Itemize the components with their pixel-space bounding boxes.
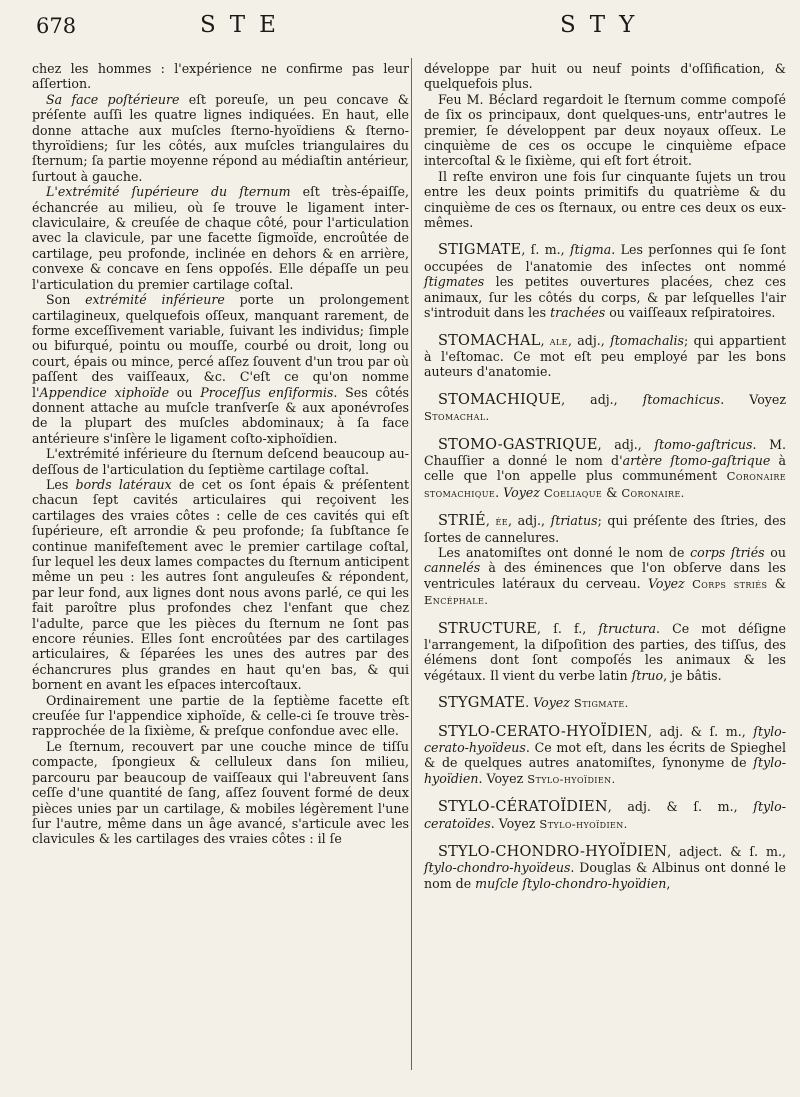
entry-stygmate: STYGMATE. Voyez Stigmate. xyxy=(438,695,629,712)
running-head-left: STE xyxy=(200,12,290,38)
paragraph: L'extrémité ſupérieure du ſternum eſt très-épaiſſe, échancrée au milieu, où ſe trouve le ligament inter-claviculaire, & creuſée de chaque côté, pour l'articulation avec la clavicule, par une facette ſigmoïde, encroûtée de cartilage, peu profonde, inclinée en dehors & en arrière, convexe & concave en ſens oppoſés. Elle dépaſſe un peu l'articulation du premier cartilage coſtal. xyxy=(32,184,410,292)
entry-stylo-ceratoidien: STYLO-CÉRATOÏDIEN, adj. & ſ. m., ſtylo-ceratoïdes. Voyez Stylo-hyoïdien. xyxy=(424,799,786,831)
headword: STYLO-CERATO-HYOÏDIEN xyxy=(438,723,649,740)
headword: STOMACHIQUE xyxy=(438,391,562,408)
page-header xyxy=(0,8,800,48)
headword: STIGMATE xyxy=(438,242,522,259)
paragraph: Les anatomiſtes ont donné le nom de corps ſtriés ou cannelés à des éminences que l'on obſerve dans les ventricules latéraux du cerveau. Voyez Corps striés & Encéphale. xyxy=(424,544,786,608)
headword: STRIÉ xyxy=(438,513,486,530)
right-column xyxy=(424,61,786,891)
paragraph: développe par huit ou neuf points d'oſſification, & quelquefois plus. xyxy=(424,61,786,92)
paragraph: Son extrémité inférieure porte un prolongement cartilagineux, quelquefois oſſeux, manquant rarement, de forme exceſſivement variable, ſuivant les individus; ſimple ou bifurqué, pointu ou mouſſe, courbé ou droit, long ou court, épais ou mince, percé aſſez ſouvent d'un trou par où paſſent des vaiſſeaux, &c. C'eſt ce qu'on nomme l'Appendice xiphoïde ou Proceſſus enſiformis. Ses côtés donnent attache au muſcle tranſverſe & aux aponévroſes de la plupart des muſcles abdominaux; à ſa face antérieure s'inſère le ligament coſto-xiphoïdien. xyxy=(32,292,410,446)
paragraph: Ordinairement une partie de la ſeptième facette eſt creuſée ſur l'appendice xiphoïde, & celle-ci ſe trouve très-rapprochée de la ſixième, & preſque confondue avec elle. xyxy=(32,692,409,739)
headword: STRUCTURE xyxy=(438,620,538,637)
column-divider xyxy=(411,58,412,1070)
paragraph: chez les hommes : l'expérience ne confirme pas leur aſſertion. xyxy=(32,61,409,92)
entry-stomo-gastrique: STOMO-GASTRIQUE, adj., ſtomo-gaſtricus. M. Chauſſier a donné le nom d'artère ſtomo-gaſtrique à celle que l'on appelle plus communément Coronaire stomachique. Voyez Coeliaque & Coronaire. xyxy=(424,436,787,500)
paragraph: Le ſternum, recouvert par une couche mince de tiſſu compacte, ſpongieux & celluleux dans ſon milieu, parcouru par beaucoup de vaiſſeaux qui l'abreuvent ſans ceſſe d'une quantité de ſang, aſſez ſouvent formé de deux pièces unies par un cartilage, & mobiles légèrement l'une ſur l'autre, même dans un âge avancé, s'articule avec les clavicules & les cartilages des vraies côtes : il ſe xyxy=(32,738,409,847)
headword: STOMO-GASTRIQUE xyxy=(438,436,598,453)
entry-stomachique: STOMACHIQUE, adj., ſtomachicus. Voyez Stomachal. xyxy=(424,391,787,424)
headword: STYGMATE xyxy=(438,695,526,712)
paragraph: L'extrémité inférieure du ſternum deſcend beaucoup au-deſſous de l'articulation du ſeptième cartilage coſtal. xyxy=(32,446,409,477)
headword: STYLO-CÉRATOÏDIEN xyxy=(438,799,608,816)
paragraph: Les bords latéraux de cet os ſont épais & préſentent chacun ſept cavités articulaires qui reçoivent les cartilages des vraies côtes : celle de ces cavités qui eſt ſupérieure, eſt arrondie & peu profonde; ſa ſubſtance ſe continue manifeſtement avec le premier cartilage coſtal, ſur lequel les deux lames compactes du ſternum anticipent même un peu : les autres ſont anguleuſes & répondent, par leur fond, aux lignes dont nous avons parlé, ce qui les fait paroître plus profondes chez l'enfant que chez l'adulte, parce que les pièces du ſternum ne ſont pas encore réunies. Elles ſont encroûtées par des cartilages articulaires, & ſéparées les unes des autres par des échancrures plus grandes en haut qu'en bas, & qui bornent en avant les eſpaces intercoſtaux. xyxy=(32,476,410,693)
paragraph: Sa face poſtérieure eſt poreuſe, un peu concave & préſente auſſi les quatre lignes indiquées. En haut, elle donne attache aux muſcles ſterno-hyoïdiens & ſterno-thyroïdiens; ſur les côtés, aux muſcles triangulaires du ſternum; ſa partie moyenne répond au médiaſtin antérieur, ſurtout à gauche. xyxy=(32,91,409,184)
entry-strie: STRIÉ, ée, adj., ſtriatus; qui préſente des ſtries, des ſortes de cannelures. xyxy=(424,513,786,545)
paragraph: Il reſte environ une fois ſur cinquante ſujets un trou entre les deux points primitifs du quatrième & du cinquième de ces os ſternaux, ou entre ces deux os eux-mêmes. xyxy=(424,168,786,231)
left-column xyxy=(32,61,409,847)
entry-structure: STRUCTURE, ſ. f., ſtructura. Ce mot déſigne l'arrangement, la diſpoſition des parties, des tiſſus, des élémens dont ſont compoſés les animaux & les végétaux. Il vient du verbe latin ſtruo, je bâtis. xyxy=(424,620,786,683)
headword: STOMACHAL xyxy=(438,332,541,349)
entry-stigmate: STIGMATE, ſ. m., ſtigma. Les perſonnes qui ſe ſont occupées de l'anatomie des inſectes ont nommé ſtigmates les petites ouvertures placées, chez ces animaux, ſur les côtés du corps, & par leſquelles l'air s'introduit dans les trachées ou vaiſſeaux reſpiratoires. xyxy=(424,242,786,321)
page-number: 678 xyxy=(36,14,77,38)
running-head-right: STY xyxy=(560,12,649,38)
entry-stomachal: STOMACHAL, ale, adj., ſtomachalis; qui appartient à l'eſtomac. Ce mot eſt peu employé par les bons auteurs d'anatomie. xyxy=(424,332,786,380)
entry-stylo-cerato-hyoidien: STYLO-CERATO-HYOÏDIEN, adj. & ſ. m., ſtylo-cerato-hyoïdeus. Ce mot eſt, dans les écrits de Spieghel & de quelques autres anatomiſtes, ſynonyme de ſtylo-hyoïdien. Voyez Stylo-hyoïdien. xyxy=(424,723,786,786)
paragraph: Feu M. Béclard regardoit le ſternum comme compoſé de ſix os principaux, dont quelques-uns, entr'autres le premier, ſe développent par deux noyaux oſſeux. Le cinquième de ces os occupe le cinquième eſpace intercoſtal & le ſixième, qui eſt fort étroit. xyxy=(424,91,786,169)
headword: STYLO-CHONDRO-HYOÏDIEN xyxy=(438,844,668,861)
entry-stylo-chondro-hyoidien: STYLO-CHONDRO-HYOÏDIEN, adject. & ſ. m., ſtylo-chondro-hyoïdeus. Douglas & Albinus ont donné le nom de muſcle ſtylo-chondro-hyoïdien, xyxy=(424,844,786,891)
